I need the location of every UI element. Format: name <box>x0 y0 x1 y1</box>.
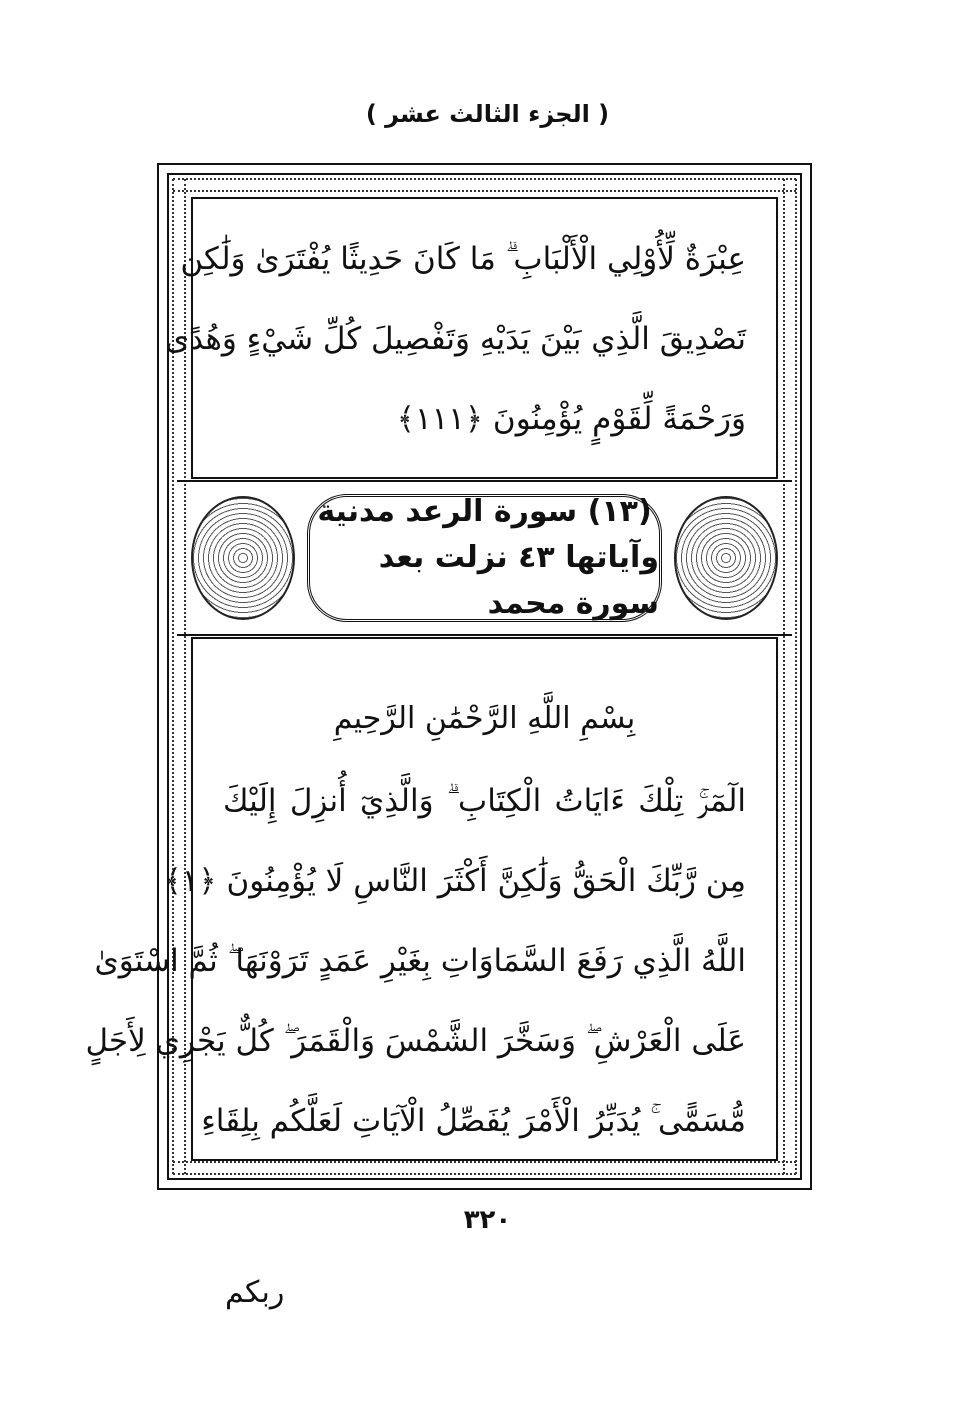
surah-subtitle: وآياتها ٤٣ نزلت بعد سورة محمد <box>378 540 659 621</box>
chain-border-bottom <box>173 1161 796 1175</box>
verse-line: عِبْرَةٌ لِّأُوْلِي الْأَلْبَابِ ۗ مَا كَانَ حَدِيثًا يُفْتَرَىٰ وَلَٰكِن <box>180 241 746 277</box>
verse-line: الٓمٓرۚ تِلْكَ ءَايَاتُ الْكِتَابِ ۗ وَالَّذِيٓ أُنزِلَ إِلَيْكَ <box>223 783 746 819</box>
frame-border <box>85 173 802 1180</box>
verse-line: مُّسَمًّى ۚ يُدَبِّرُ الْأَمْرَ يُفَصِّلُ الْآيَاتِ لَعَلَّكُم بِلِقَاءِ <box>201 1103 746 1139</box>
verse-line: عَلَى الْعَرْشِ ۖ وَسَخَّرَ الشَّمْسَ وَالْقَمَرَ ۖ كُلٌّ يَجْرِي لِأَجَلٍ <box>85 1023 746 1059</box>
verse-line: تَصْدِيقَ الَّذِي بَيْنَ يَدَيْهِ وَتَفْصِيلَ كُلِّ شَيْءٍ وَهُدًى <box>164 321 746 357</box>
surah-header-band <box>177 480 792 636</box>
surah-cartouche <box>307 494 662 622</box>
bottom-text-panel <box>85 637 778 1161</box>
page-number: ٣٢٠ <box>463 1205 512 1235</box>
chain-border-right <box>783 179 797 1174</box>
bottom-verses <box>85 761 746 1161</box>
surah-title: (١٣) سورة الرعد مدنية <box>317 494 652 529</box>
catchword: ربكم <box>225 1275 285 1310</box>
basmala: بِسْمِ اللَّهِ الرَّحْمَٰنِ الرَّحِيمِ <box>333 701 636 736</box>
verse-line: اللَّهُ الَّذِي رَفَعَ السَّمَاوَاتِ بِغَيْرِ عَمَدٍ تَرَوْنَهَا ۖ ثُمَّ اسْتَوَىٰ <box>94 943 746 979</box>
verse-line: وَرَحْمَةً لِّقَوْمٍ يُؤْمِنُونَ ﴿١١١﴾ <box>396 401 746 437</box>
top-text-panel <box>164 197 778 479</box>
chain-border-top <box>173 178 796 192</box>
ornament-right-icon <box>674 496 778 620</box>
juz-header: ( الجزء الثالث عشر ) <box>365 100 610 128</box>
verse-line: مِن رَّبِّكَ الْحَقُّ وَلَٰكِنَّ أَكْثَرَ النَّاسِ لَا يُؤْمِنُونَ ﴿١﴾ <box>163 863 746 899</box>
page-frame <box>85 163 812 1190</box>
top-verses <box>164 219 746 459</box>
ornament-left-icon <box>191 496 295 620</box>
